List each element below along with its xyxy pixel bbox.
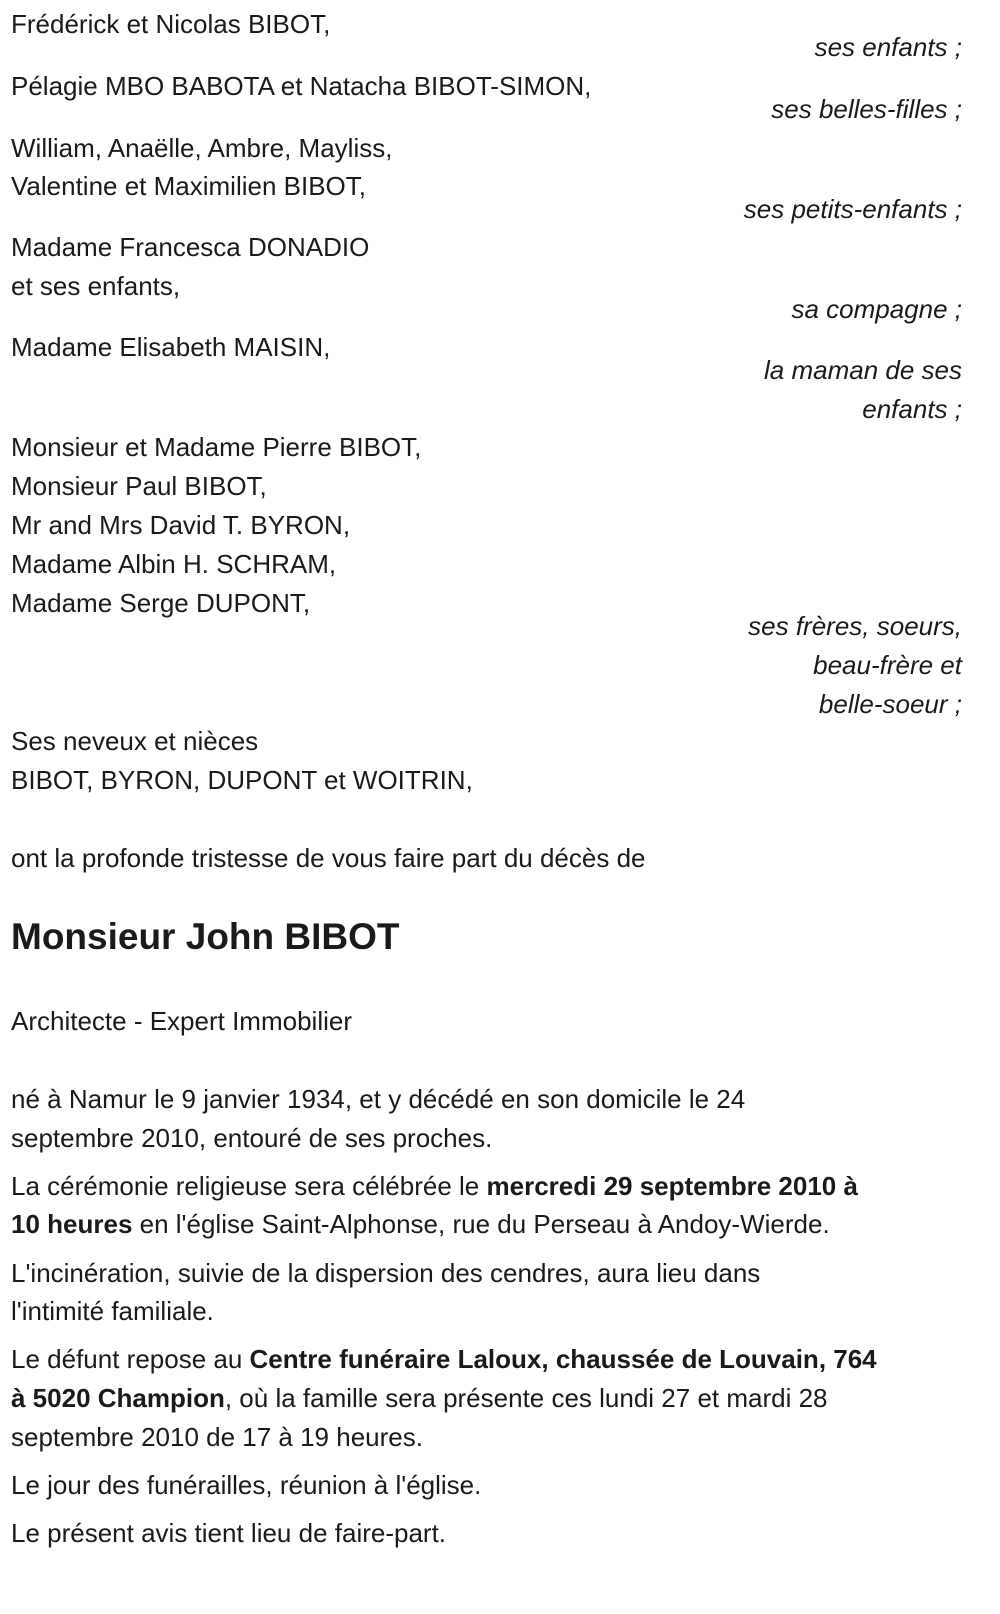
family-siblings-names: Monsieur et Madame Pierre BIBOT, (11, 432, 422, 462)
repose-text (11, 1341, 877, 1377)
relation-grandchildren: ses petits-enfants ; (743, 194, 962, 224)
relation-mother: la maman de ses (764, 355, 962, 385)
family-children-names: Frédérick et Nicolas BIBOT, (11, 9, 331, 39)
family-mother-names: Madame Elisabeth MAISIN, (11, 332, 331, 362)
family-nephews-names: Ses neveux et nièces (11, 726, 259, 756)
birth-death-text: né à Namur le 9 janvier 1934, et y décédé en son domicile le 24 (11, 1084, 746, 1114)
relation-siblings: belle-soeur ; (818, 689, 962, 719)
family-grandchildren-names: Valentine et Maximilien BIBOT, (11, 171, 366, 201)
notice-text: Le présent avis tient lieu de faire-part. (11, 1518, 447, 1548)
funeral-day-text: Le jour des funérailles, réunion à l'église. (11, 1470, 482, 1500)
repose-text-part: , où la famille sera présente ces lundi 27 et mardi 28 (224, 1383, 828, 1413)
announcement-text: ont la profonde tristesse de vous faire part du décès de (11, 843, 646, 873)
relation-siblings: beau-frère et (813, 650, 962, 680)
deceased-name: Monsieur John BIBOT (11, 916, 400, 957)
ceremony-text-part: La cérémonie religieuse sera célébrée le (11, 1171, 487, 1201)
relation-siblings: ses frères, soeurs, (748, 611, 962, 641)
relation-mother: enfants ; (862, 394, 962, 424)
ceremony-text (11, 1168, 858, 1204)
family-nephews-names: BIBOT, BYRON, DUPONT et WOITRIN, (11, 765, 473, 795)
cremation-text: L'incinération, suivie de la dispersion des cendres, aura lieu dans (11, 1258, 761, 1288)
family-siblings-names: Madame Serge DUPONT, (11, 588, 311, 618)
family-siblings-names: Mr and Mrs David T. BYRON, (11, 510, 351, 540)
family-daughters-in-law-names: Pélagie MBO BABOTA et Natacha BIBOT-SIMON, (11, 71, 592, 101)
repose-text (11, 1380, 828, 1416)
funeral-home: Centre funéraire Laloux, chaussée de Louvain, 764 (249, 1344, 877, 1374)
ceremony-time: 10 heures (11, 1209, 133, 1239)
ceremony-text (11, 1206, 830, 1242)
relation-children: ses enfants ; (814, 32, 962, 62)
family-siblings-names: Madame Albin H. SCHRAM, (11, 549, 337, 579)
funeral-home-city: à 5020 Champion (11, 1383, 225, 1413)
relation-daughters-in-law: ses belles-filles ; (771, 94, 962, 124)
cremation-text: l'intimité familiale. (11, 1296, 214, 1326)
family-companion-names: et ses enfants, (11, 271, 181, 301)
family-grandchildren-names: William, Anaëlle, Ambre, Mayliss, (11, 133, 393, 163)
family-siblings-names: Monsieur Paul BIBOT, (11, 471, 267, 501)
family-companion-names: Madame Francesca DONADIO (11, 232, 370, 262)
profession: Architecte - Expert Immobilier (11, 1006, 352, 1036)
repose-text: septembre 2010 de 17 à 19 heures. (11, 1422, 423, 1452)
ceremony-date: mercredi 29 septembre 2010 à (486, 1171, 858, 1201)
relation-companion: sa compagne ; (791, 294, 962, 324)
birth-death-text: septembre 2010, entouré de ses proches. (11, 1123, 493, 1153)
ceremony-place: en l'église Saint-Alphonse, rue du Perseau à Andoy-Wierde. (132, 1209, 830, 1239)
repose-text-part: Le défunt repose au (11, 1344, 250, 1374)
